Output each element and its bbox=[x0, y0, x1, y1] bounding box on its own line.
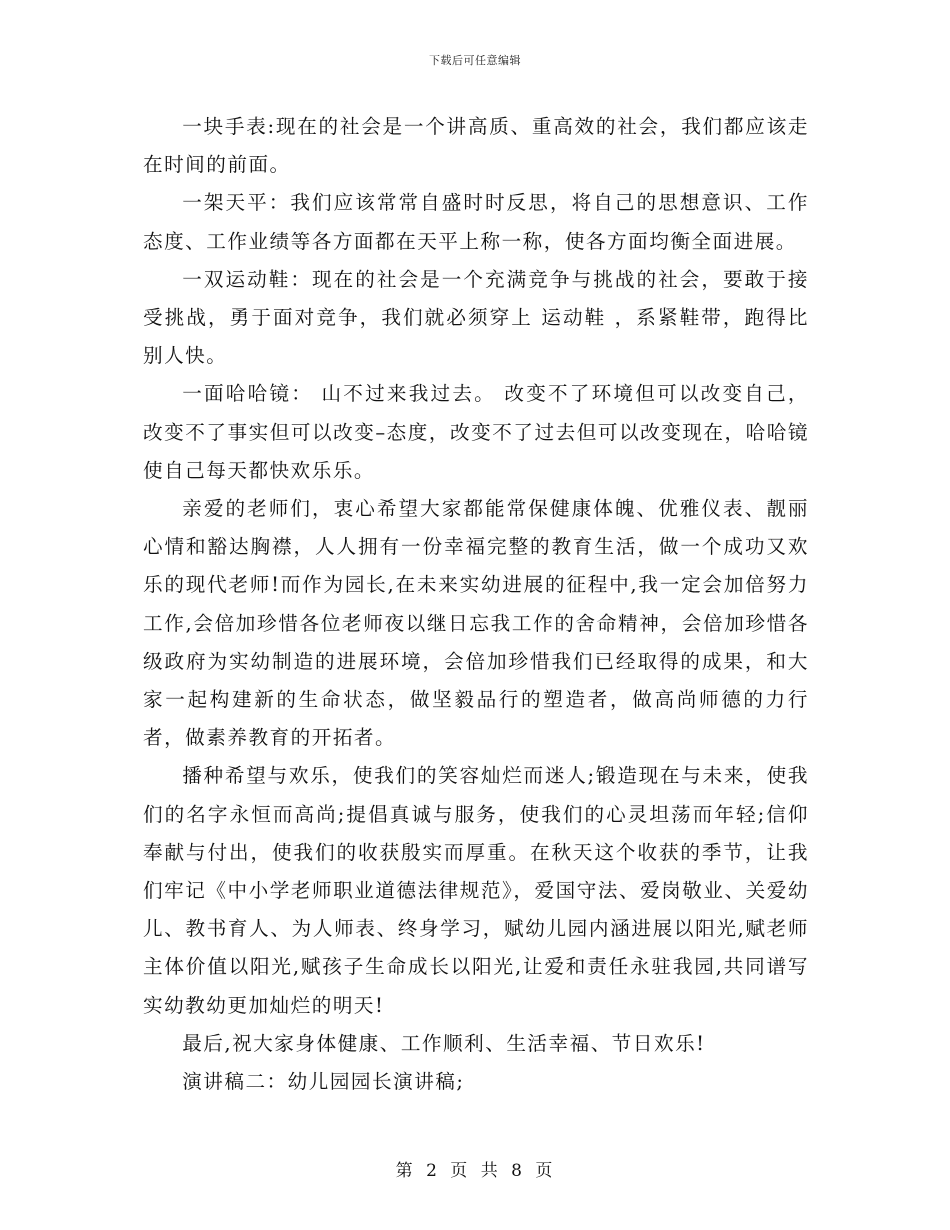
document-body bbox=[143, 108, 809, 1101]
paragraph-sow-hope: 播种希望与欢乐，使我们的笑容灿烂而迷人;锻造现在与未来，使我们的名字永恒而高尚;提倡真诚与服务，使我们的心灵坦荡而年轻;信仰奉献与付出，使我们的收获殷实而厚重。在秋天这个收获的季节，让我们牢记《中小学老师职业道德法律规范》，爱国守法、爱岗敬业、关爱幼儿、教书育人、为人师表、终身学习，赋幼儿园内涵进展以阳光,赋老师主体价值以阳光,赋孩子生命成长以阳光,让爱和责任永驻我园,共同谱写实幼教幼更加灿烂的明天! bbox=[143, 764, 809, 1017]
paragraph-dear-teachers: 亲爱的老师们，衷心希望大家都能常保健康体魄、优雅仪表、靓丽心情和豁达胸襟，人人拥有一份幸福完整的教育生活，做一个成功又欢乐的现代老师!而作为园长,在未来实幼进展的征程中,我一定会加倍努力工作,会倍加珍惜各位老师夜以继日忘我工作的舍命精神，会倍加珍惜各级政府为实幼制造的进展环境，会倍加珍惜我们已经取得的成果，和大家一起构建新的生命状态，做坚毅品行的塑造者，做高尚师德的力行者，做素养教育的开拓者。 bbox=[143, 497, 809, 750]
paragraph-closing-wishes: 最后,祝大家身体健康、工作顺利、生活幸福、节日欢乐! bbox=[182, 1031, 706, 1055]
paragraph-sneakers: 一双运动鞋：现在的社会是一个充满竞争与挑战的社会，要敢于接受挑战，勇于面对竞争，我们就必须穿上 运动鞋 ，系紧鞋带，跑得比别人快。 bbox=[143, 267, 809, 368]
paragraph-funhouse-mirror: 一面哈哈镜： 山不过来我过去。 改变不了环境但可以改变自己，改变不了事实但可以改变–态度，改变不了过去但可以改变现在，哈哈镜 使自己每天都快欢乐乐。 bbox=[143, 382, 809, 482]
page-number: 第 2 页 共 8 页 bbox=[395, 1161, 555, 1181]
paragraph-speech-two-title: 演讲稿二：幼儿园园长演讲稿; bbox=[182, 1070, 465, 1094]
paragraph-watch: 一块手表:现在的社会是一个讲高质、重高效的社会，我们都应该走在时间的前面。 bbox=[143, 115, 809, 177]
page-header-note: 下载后可任意编辑 bbox=[429, 54, 521, 67]
paragraph-scale: 一架天平：我们应该常常自盛时时反思，将自己的思想意识、工作态度、工作业绩等各方面都在天平上称一称，使各方面均衡全面进展。 bbox=[143, 191, 809, 253]
